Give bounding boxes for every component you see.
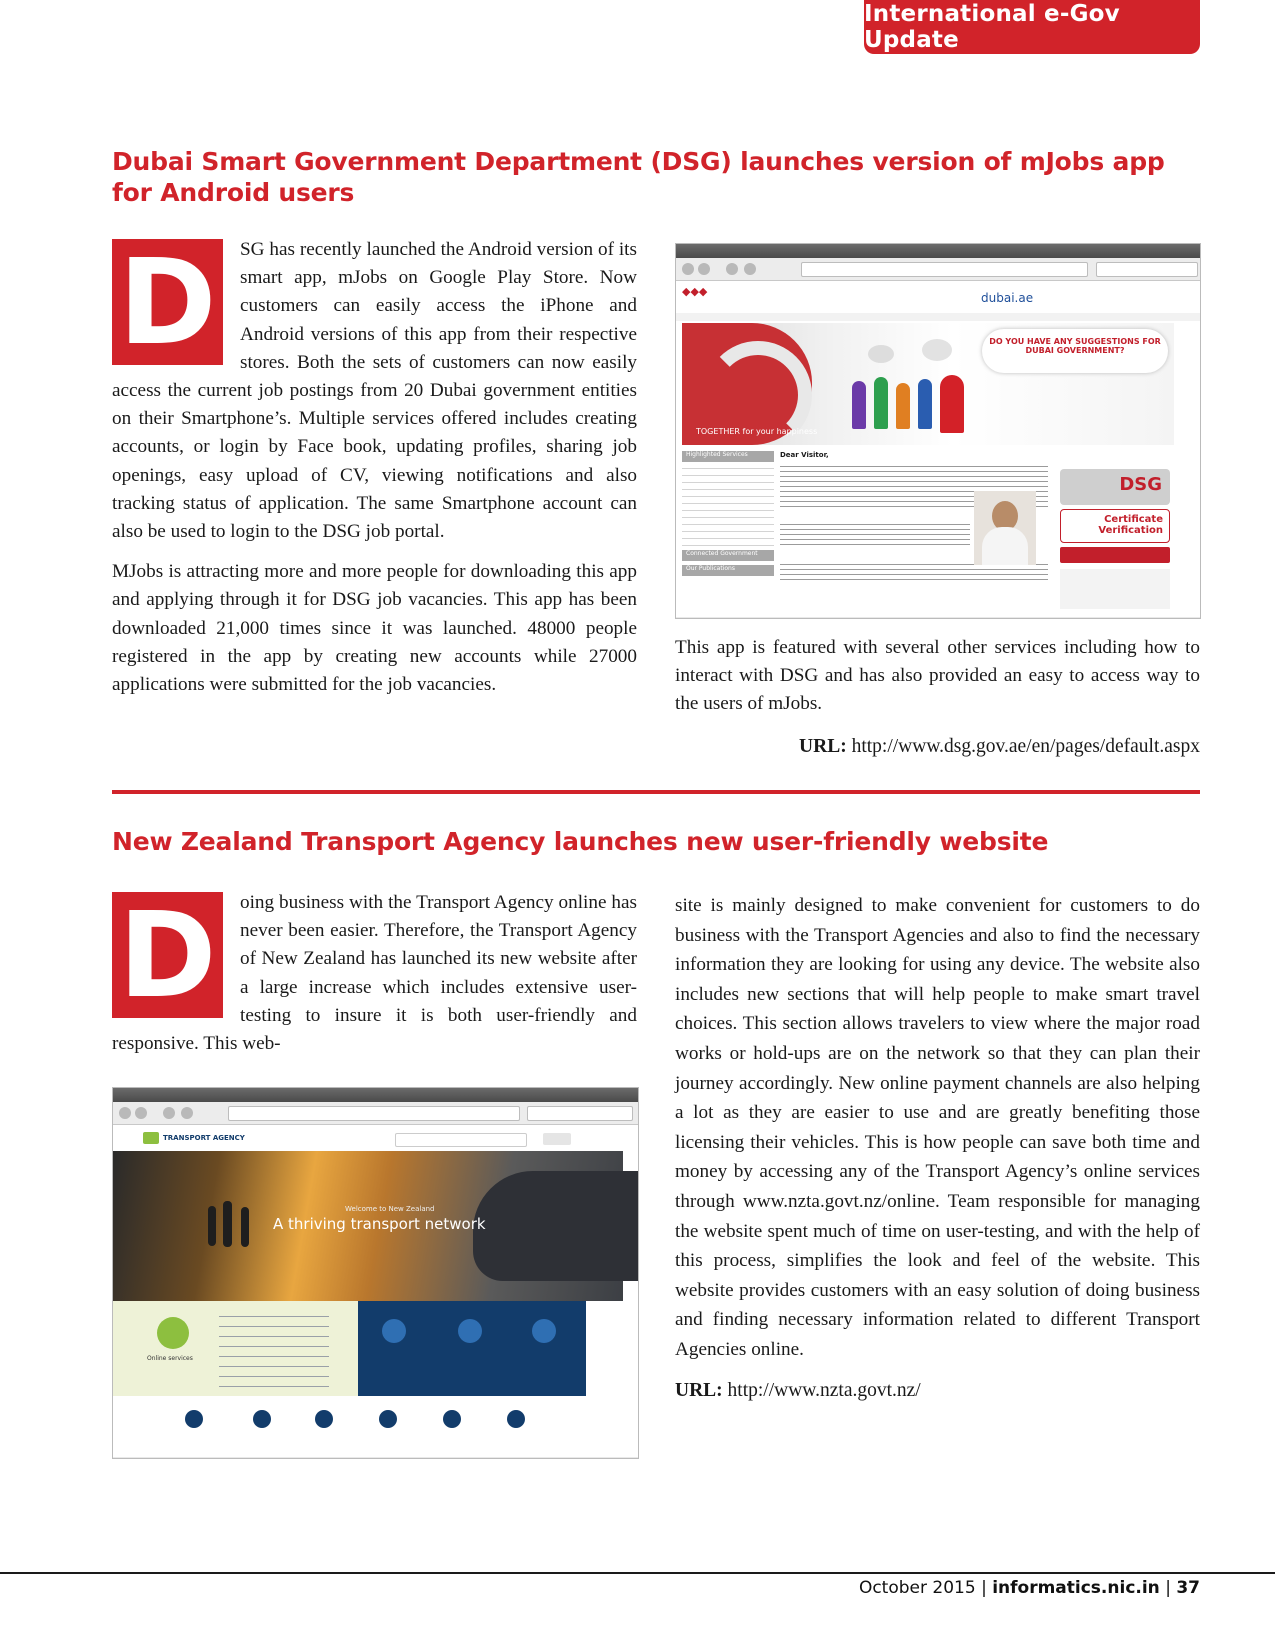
browser-titlebar (113, 1088, 638, 1102)
online-services-icon (157, 1317, 189, 1349)
dsg-side-menu (682, 451, 774, 611)
article1-paragraph-2: MJobs is attracting more and more people for downloading this app and applying through it for DSG job vacancies. This app has been downloaded 21,000 times since it was launched. 48000 people registered in the app by creating new accounts while 27000 applications were submitted for the job vacancies. (112, 561, 637, 696)
article1-paragraph-3: This app is featured with several other services including how to interact with DSG and has also provided an easy to access way to the users of mJobs. (675, 637, 1200, 715)
article2-p1-left-text: oing business with the Transport Agency online has never been easier. Therefore, the Transport Agency of New Zealand has launched its new website after a large increase which includes extensive user-testing to insure it is both user-friendly and responsive. This web- (112, 892, 637, 1055)
dsg-welcome-text: Dear Visitor, (780, 451, 1048, 606)
article1-url-line (675, 733, 1200, 761)
dsg-badge: DSG (1060, 469, 1170, 505)
footer-site[interactable]: informatics.nic.in (992, 1578, 1160, 1598)
dsg-banner (682, 323, 1174, 445)
nzta-menu-button (543, 1133, 571, 1145)
nzta-search-input (395, 1133, 527, 1147)
hero-title: A thriving transport network (273, 1215, 486, 1233)
article2-url-line (675, 1377, 1200, 1405)
browser-address-bar (113, 1102, 638, 1125)
section-tag: International e-Gov Update (864, 0, 1200, 54)
side-menu-item: Connected Government (682, 550, 774, 561)
dubai-ae-brand: dubai.ae (981, 291, 1034, 305)
article1-left-column (112, 233, 637, 699)
suggestion-bubble: DO YOU HAVE ANY SUGGESTIONS FOR DUBAI GOVERNMENT? (982, 329, 1168, 373)
article2-url[interactable]: http://www.nzta.govt.nz/ (727, 1379, 921, 1401)
article1-paragraph-1 (112, 233, 637, 546)
footer-separator: | (1165, 1578, 1171, 1598)
footer-rule (0, 1572, 1275, 1574)
nzta-hero-image (113, 1151, 623, 1301)
page-number: 37 (1176, 1578, 1200, 1598)
banner-caption: TOGETHER for your happiness (696, 427, 818, 436)
url-label: URL: (799, 735, 847, 757)
nzta-logo: TRANSPORT AGENCY (143, 1129, 245, 1147)
article1-headline: Dubai Smart Government Department (DSG) launches version of mJobs app for Android users (112, 147, 1165, 207)
online-services-label: Online services (147, 1355, 193, 1362)
nzta-online-services-panel (113, 1301, 358, 1396)
article2-paragraph-1 (112, 886, 637, 1058)
nzta-blue-panel (358, 1301, 586, 1396)
nzta-logo-icon (143, 1132, 159, 1144)
hero-subtitle: Welcome to New Zealand (345, 1205, 435, 1213)
dsg-logo-icon: ◆◆◆ (682, 285, 708, 298)
footer-separator: | (981, 1578, 987, 1598)
portrait-photo (974, 491, 1036, 565)
article2-left-column (112, 886, 637, 1058)
nzta-icon-row (113, 1396, 623, 1456)
article1-url[interactable]: http://www.dsg.gov.ae/en/pages/default.aspx (851, 735, 1200, 757)
article2-headline: New Zealand Transport Agency launches new user-friendly website (112, 827, 1049, 856)
side-menu-item: Highlighted Services (682, 451, 774, 462)
browser-address-bar (676, 258, 1200, 281)
page-footer (859, 1578, 1200, 1598)
article1-p1-text: SG has recently launched the Android version of its smart app, mJobs on Google Play Store. Now customers can easily access the iPhone and Android versions of this app from their respective stores. Both the sets of customers can now easily access the current job postings from 20 Dubai government entities on their Smartphone’s. Multiple services offered includes creating accounts, or login by Face book, updating profiles, sharing job openings, easy upload of CV, viewing notifications and also tracking status of application. The same Smartphone account can also be used to login to the DSG job portal. (112, 239, 637, 543)
nzta-website-screenshot (112, 1087, 639, 1459)
footer-date: October 2015 (858, 1578, 976, 1598)
article2-paragraph-continued: site is mainly designed to make convenient for customers to do business with the Transport Agencies and also to find the necessary information they are looking for using any device. The website also includes new sections that will help people to make smart travel choices. This section allows travelers to view where the major road works or hold-ups are on the network so that they can plan their journey accordingly. New online payment channels are also helping a lot as they are easier to use and are greatly benefiting those licensing their vehicles. This is how people can save both time and money by accessing any of the Transport Agency’s online services through www.nzta.govt.nz/online. Team responsible for managing the website spent much of time on user-testing, and with the help of this process, simplifies the look and feel of the website. This website provides customers with an easy solution of doing business and finding necessary information related to different Transport Agencies online. (675, 895, 1200, 1360)
url-label: URL: (675, 1379, 723, 1401)
browser-titlebar (676, 244, 1200, 258)
article2-right-column (675, 891, 1200, 1405)
certificate-verification-badge: Certificate Verification (1060, 509, 1170, 543)
article1-right-column (675, 634, 1200, 761)
article2-dropcap: D (112, 892, 223, 1018)
article1-dropcap: D (112, 239, 223, 365)
section-divider (112, 790, 1200, 794)
dsg-website-screenshot (675, 243, 1201, 619)
side-menu-item: Our Publications (682, 565, 774, 576)
